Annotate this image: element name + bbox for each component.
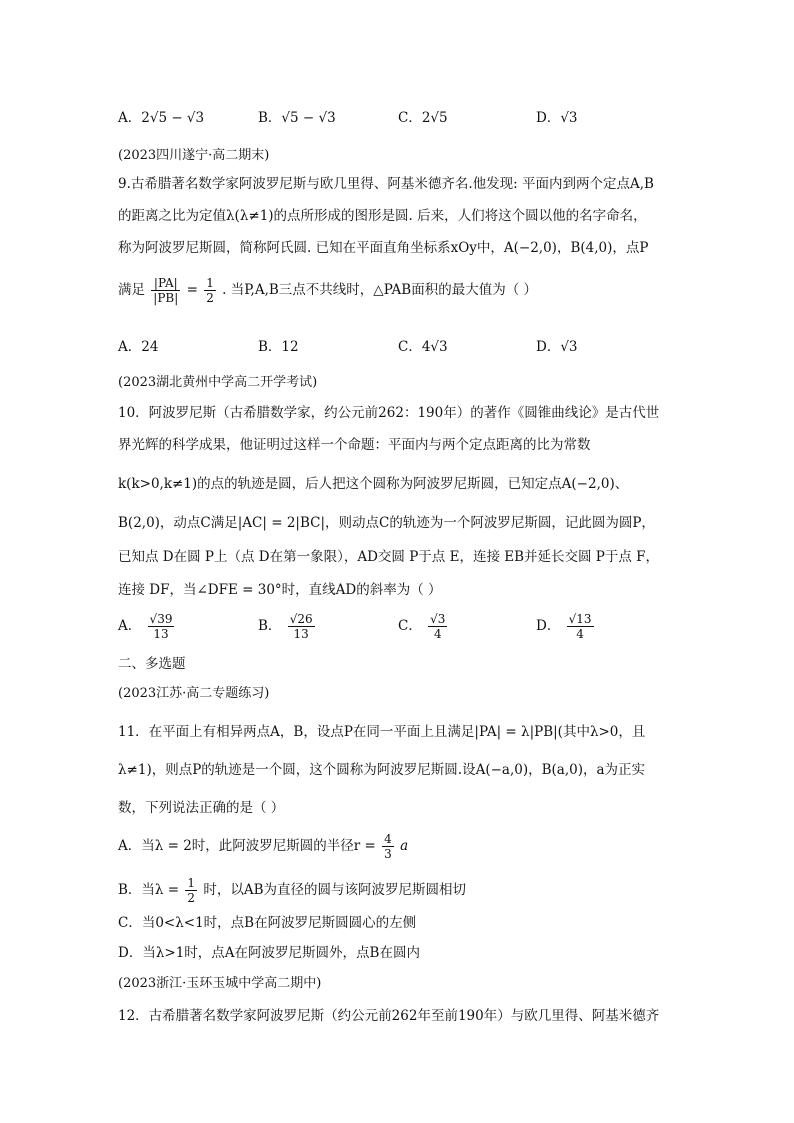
- q11-option-b-fraction: [185, 876, 197, 905]
- q11-source: (2023江苏·高二专题练习): [118, 686, 270, 701]
- q9-line4-pre: 满足: [118, 282, 145, 298]
- q11-option-b-post: 时，以AB为直径的圆与该阿波罗尼斯圆相切: [203, 882, 466, 898]
- q9-line4-post: . 当P,A,B三点不共线时，△PAB面积的最大值为（ ）: [222, 282, 537, 298]
- q11-option-b-numerator: 1: [187, 876, 196, 890]
- q9-text-line2: 的距离之比为定值λ(λ≠1)的点所形成的图形是圆. 后来，人们将这个圆以他的名字命名，: [118, 208, 647, 224]
- q10-text-line4: B(2,0)，动点C满足|AC| = 2|BC|，则动点C的轨迹为一个阿波罗尼斯圆，记此圆为圆P，: [118, 515, 655, 531]
- q9-ratio-denominator: |PB|: [153, 291, 179, 305]
- q10-option-c-fraction: [428, 612, 447, 641]
- q9-option-d[interactable]: D．√3: [536, 339, 578, 355]
- q11-option-a-post: a: [400, 838, 409, 854]
- q10-option-d-denominator: 4: [576, 627, 584, 641]
- q9-ratio-fraction: [151, 276, 180, 305]
- q10-option-c[interactable]: [398, 612, 449, 641]
- q10-option-d[interactable]: [536, 612, 596, 641]
- q9-text-line1: 9.古希腊著名数学家阿波罗尼斯与欧几里得、阿基米德齐名.他发现: 平面内到两个定点A,B: [118, 176, 654, 192]
- q10-option-d-label: D．: [536, 618, 561, 634]
- q10-option-c-numerator: √3: [430, 612, 446, 626]
- q11-option-c[interactable]: C．当0<λ<1时，点B在阿波罗尼斯圆圆心的左侧: [118, 915, 417, 931]
- q8-option-c[interactable]: C．2√5: [398, 110, 448, 126]
- q11-option-a-numerator: 4: [384, 832, 392, 846]
- q9-ratio-numerator: |PA|: [151, 276, 180, 291]
- q10-option-b-label: B．: [258, 618, 282, 634]
- q9-option-b[interactable]: B．12: [258, 339, 299, 355]
- q11-text-line2: λ≠1)，则点P的轨迹是一个圆，这个圆称为阿波罗尼斯圆.设A(−a,0)，B(a,0)，a为正实: [118, 762, 646, 778]
- q9-option-a[interactable]: A．24: [118, 339, 159, 355]
- q10-option-c-label: C．: [398, 618, 422, 634]
- q10-option-d-fraction: [567, 612, 594, 641]
- q10-text-line3: k(k>0,k≠1)的点的轨迹是圆，后人把这个圆称为阿波罗尼斯圆，已知定点A(−2,0)、: [118, 476, 629, 492]
- q10-text-line6: 连接 DF，当∠DFE = 30°时，直线AD的斜率为（ ）: [118, 582, 442, 598]
- q11-text-line3: 数，下列说法正确的是（ ）: [118, 800, 285, 816]
- q11-option-b-denominator: 2: [187, 891, 196, 905]
- q10-option-d-numerator: √13: [568, 612, 592, 626]
- q9-text-line4: [118, 276, 537, 305]
- q11-option-a-fraction: [382, 832, 394, 861]
- q9-value-denominator: 2: [206, 291, 214, 305]
- q10-option-a-fraction: [148, 612, 175, 641]
- q9-source: (2023四川遂宁·高二期末): [118, 148, 270, 163]
- q10-text-line1: 10．阿波罗尼斯（古希腊数学家，约公元前262：190年）的著作《圆锥曲线论》是古代世: [118, 405, 660, 421]
- q8-option-b[interactable]: B．√5 − √3: [258, 110, 336, 126]
- q12-source: (2023浙江·玉环玉城中学高二期中): [118, 976, 322, 991]
- q10-option-b-numerator: √26: [289, 612, 313, 626]
- q9-equals: =: [186, 282, 198, 298]
- q10-option-a-label: A．: [118, 618, 142, 634]
- q10-option-b[interactable]: [258, 612, 317, 641]
- section-title-multiple-choice: 二、多选题: [118, 656, 186, 672]
- q11-option-b[interactable]: [118, 876, 466, 905]
- q10-option-b-fraction: [288, 612, 315, 641]
- q11-option-a-denominator: 3: [384, 847, 392, 861]
- q9-text-line3: 称为阿波罗尼斯圆，简称阿氏圆. 已知在平面直角坐标系xOy中，A(−2,0)，B(4,0)，点P: [118, 240, 649, 256]
- q11-option-b-pre: B．当λ =: [118, 882, 180, 898]
- q10-option-c-denominator: 4: [433, 627, 442, 641]
- q10-source: (2023湖北黄州中学高二开学考试): [118, 375, 318, 390]
- q10-text-line5: 已知点 D在圆 P上（点 D在第一象限），AD交圆 P于点 E，连接 EB并延长交圆 P于点 F，: [118, 549, 660, 565]
- q10-option-b-denominator: 13: [293, 627, 309, 641]
- q10-option-a-numerator: √39: [149, 612, 173, 626]
- q9-value-fraction: [204, 276, 216, 305]
- q9-value-numerator: 1: [206, 276, 214, 290]
- q10-text-line2: 界光辉的科学成果，他证明过这样一个命题：平面内与两个定点距离的比为常数: [118, 437, 591, 453]
- q10-option-a[interactable]: [118, 612, 176, 641]
- q10-option-a-denominator: 13: [153, 627, 169, 641]
- q9-option-c[interactable]: C．4√3: [398, 339, 448, 355]
- q11-option-a-pre: A．当λ = 2时，此阿波罗尼斯圆的半径r =: [118, 838, 376, 854]
- q11-option-d[interactable]: D．当λ>1时，点A在阿波罗尼斯圆外，点B在圆内: [118, 945, 420, 961]
- q8-option-a[interactable]: A．2√5 − √3: [118, 110, 205, 126]
- q12-text-line1: 12．古希腊著名数学家阿波罗尼斯（约公元前262年至前190年）与欧几里得、阿基米德齐: [118, 1008, 660, 1024]
- q11-option-a[interactable]: [118, 832, 408, 861]
- q8-option-d[interactable]: D．√3: [536, 110, 578, 126]
- q11-text-line1: 11．在平面上有相异两点A，B，设点P在同一平面上且满足|PA| = λ|PB|(其中λ>0，且: [118, 724, 646, 740]
